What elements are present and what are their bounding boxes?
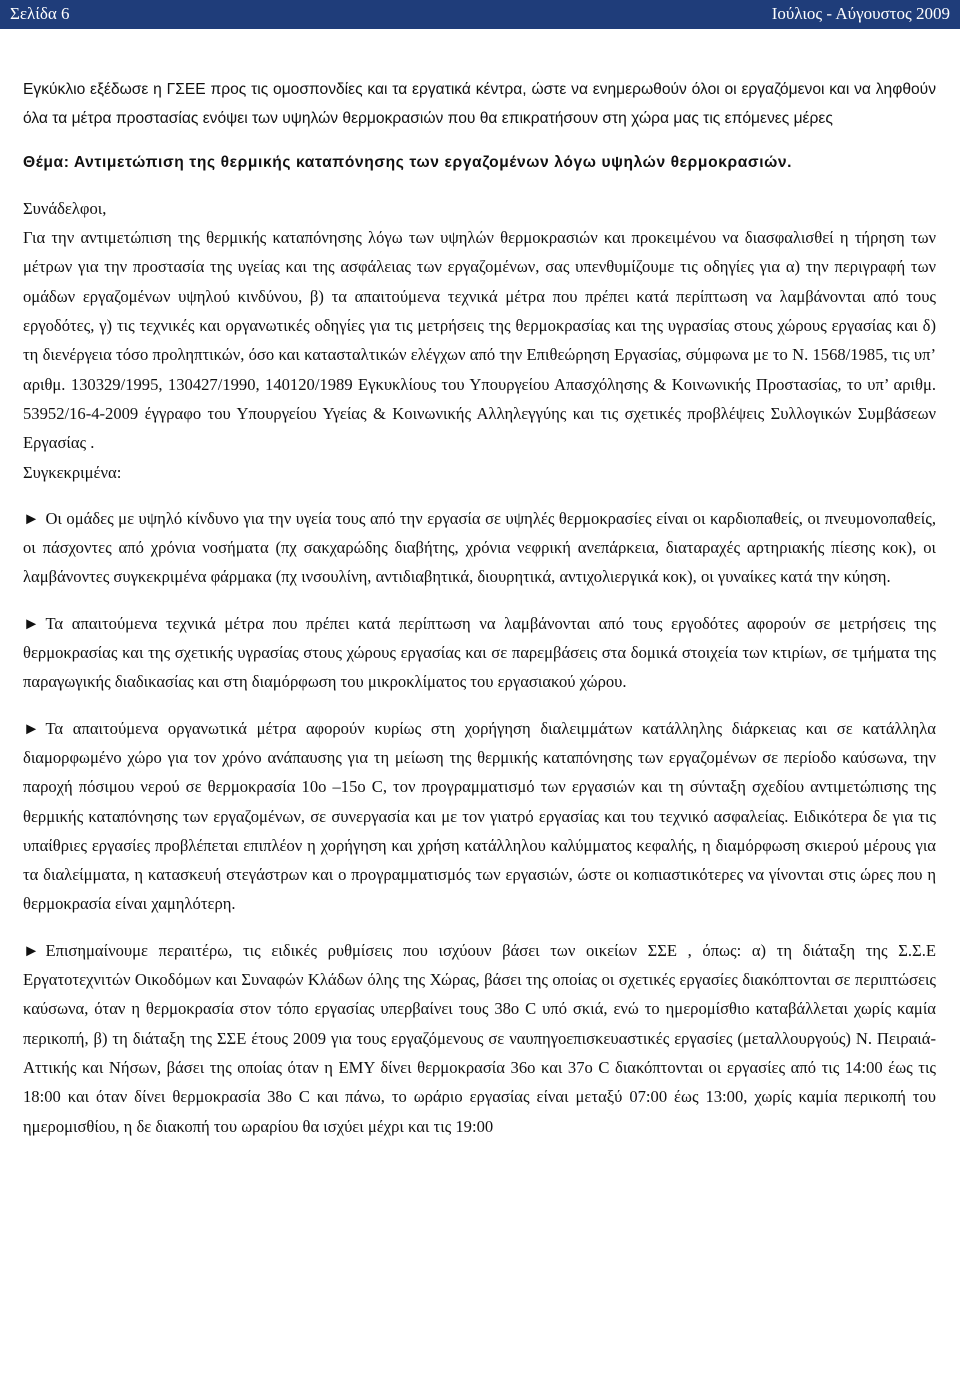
article-body bbox=[23, 75, 936, 1141]
specifically-label: Συγκεκριμένα: bbox=[23, 462, 122, 482]
bullet-paragraph bbox=[23, 504, 936, 592]
arrow-icon: ► bbox=[23, 940, 40, 960]
arrow-icon: ► bbox=[23, 508, 40, 528]
bullet-paragraph bbox=[23, 714, 936, 919]
bullet-text: Τα απαιτούμενα τεχνικά μέτρα που πρέπει κατά περίπτωση να λαμβάνονται από τους εργοδότες αφορούν σε μετρήσεις της θερμοκρασίας και της σχετικής υγρασίας στους χώρους εργασίας και σε παρεμβάσεις στα δομικά στοιχεία των κτιρίων, σε τμήματα της παραγωγικής διαδικασίας και στη διαμόρφωση του μικροκλίματος του εργασιακού χώρου. bbox=[23, 613, 936, 692]
greeting: Συνάδελφοι, bbox=[23, 198, 107, 218]
page-header bbox=[0, 0, 960, 29]
body-paragraph: Για την αντιμετώπιση της θερμικής καταπόνησης λόγω των υψηλών θερμοκρασιών και προκειμένου να διασφαλισθεί η τήρηση των μέτρων για την προστασία της υγείας και της ασφάλειας των εργαζομένων, σας υπενθυμίζουμε τις οδηγίες για α) την περιγραφή των ομάδων εργαζομένων υψηλού κινδύνου, β) τα απαιτούμενα τεχνικά μέτρα που πρέπει κατά περίπτωση να λαμβάνονται από τους εργοδότες, γ) τις τεχνικές και οργανωτικές οδηγίες για τις μετρήσεις της θερμοκρασίας και της υγρασίας στους χώρους εργασίας και δ) τη διενέργεια τόσο προληπτικών, όσο και κατασταλτικών ελέγχων από την Επιθεώρηση Εργασίας, σύμφωνα με το Ν. 1568/1985, τις υπ’ αριθμ. 130329/1995, 130427/1990, 140120/1989 Εγκυκλίους του Υπουργείου Απασχόλησης & Κοινωνικής Προστασίας, το υπ’ αριθμ. 53952/16-4-2009 έγγραφο του Υπουργείου Υγείας & Κοινωνικής Αλληλεγγύης και τις σχετικές προβλέψεις Συλλογικών Συμβάσεων Εργασίας . bbox=[23, 228, 936, 453]
bullet-text: Οι ομάδες με υψηλό κίνδυνο για την υγεία τους από την εργασία σε υψηλές θερμοκρασίες είναι οι καρδιοπαθείς, οι πνευμονοπαθείς, οι πάσχοντες από χρόνια νοσήματα (πχ σακχαρώδης διαβήτης, χρόνια νεφρική ανεπάρκεια, διαταραχές αρτηριακής πίεσης κοκ), οι λαμβάνοντες συγκεκριμένα φάρμακα (πχ ινσουλίνη, αντιδιαβητικά, διουρητικά, αντιχολιεργικά κοκ), οι γυναίκες κατά την κύηση. bbox=[23, 508, 936, 587]
issue-date-label: Ιούλιος - Αύγουστος 2009 bbox=[771, 4, 950, 23]
intro-paragraph: Εγκύκλιο εξέδωσε η ΓΣΕΕ προς τις ομοσπονδίες και τα εργατικά κέντρα, ώστε να ενημερωθούν όλοι οι εργαζόμενοι και να ληφθούν όλα τα μέτρα προστασίας ενόψει των υψηλών θερμοκρασιών που θα επικρατήσουν στη χώρα μας τις επόμενες μέρες bbox=[23, 81, 936, 128]
page-number-label: Σελίδα 6 bbox=[10, 4, 70, 23]
subject-heading: Θέμα: Αντιμετώπιση της θερμικής καταπόνησης των εργαζομένων λόγω υψηλών θερμοκρασιών. bbox=[23, 153, 793, 171]
bullet-text: Επισημαίνουμε περαιτέρω, τις ειδικές ρυθμίσεις που ισχύουν βάσει των οικείων ΣΣΕ , όπως: α) τη διάταξη της Σ.Σ.Ε Εργατοτεχνιτών Οικοδόμων και Συναφών Κλάδων όλης της Χώρας, βάσει της οποίας οι σχετικές εργασίες διακόπτονται σε περιπτώσεις καύσωνα, όταν η θερμοκρασία στον τόπο εργασίας υπερβαίνει τους 38ο C υπό σκιά, ενώ το ημερομίσθιο καταβάλλεται χωρίς καμία περικοπή, β) τη διάταξη της ΣΣΕ έτους 2009 για τους εργαζόμενους σε ναυπηγοεπισκευαστικές εργασίες (μεταλλουργούς) Ν. Πειραιά-Αττικής και Νήσων, βάσει της οποίας όταν η ΕΜΥ δίνει θερμοκρασία 36ο και 37ο C διακόπτονται οι εργασίες από τις 14:00 έως τις 18:00 και όταν δίνει θερμοκρασία 38ο C και πάνω, το ωράριο εργασίας είναι μεταξύ 07:00 έως 13:00, χωρίς καμία περικοπή του ημερομισθίου, η δε διακοπή του ωραρίου θα ισχύει μέχρι και τις 19:00 bbox=[23, 940, 936, 1136]
bullet-paragraph bbox=[23, 609, 936, 697]
bullet-paragraph bbox=[23, 936, 936, 1141]
bullet-text: Τα απαιτούμενα οργανωτικά μέτρα αφορούν κυρίως στη χορήγηση διαλειμμάτων κατάλληλης διάρκειας και σε κατάλληλα διαμορφωμένο χώρο για τον χρόνο ανάπαυσης για τη μείωση της θερμικής καταπόνησης των εργαζομένων σε περίοδο καύσωνα, την παροχή πόσιμου νερού σε θερμοκρασία 10ο –15ο C, τον προγραμματισμό των εργασιών και τη σύνταξη σχεδίου αντιμετώπισης της θερμικής καταπόνησης των εργαζομένων, σε συνεργασία και με τον γιατρό εργασίας και του τεχνικό ασφαλείας. Ειδικότερα δε για τις υπαίθριες εργασίες προβλέπεται επιπλέον η χορήγηση και χρήση κατάλληλου καλύμματος κεφαλής, η διαμόρφωση σκιερού μέρους για τα διαλείμματα, η κατασκευή στεγάστρων και ο προγραμματισμός των εργασιών, ώστε οι κοπιαστικότερες να γίνονται στις ώρες που η θερμοκρασία είναι χαμηλότερη. bbox=[23, 718, 936, 914]
arrow-icon: ► bbox=[23, 613, 40, 633]
arrow-icon: ► bbox=[23, 718, 40, 738]
